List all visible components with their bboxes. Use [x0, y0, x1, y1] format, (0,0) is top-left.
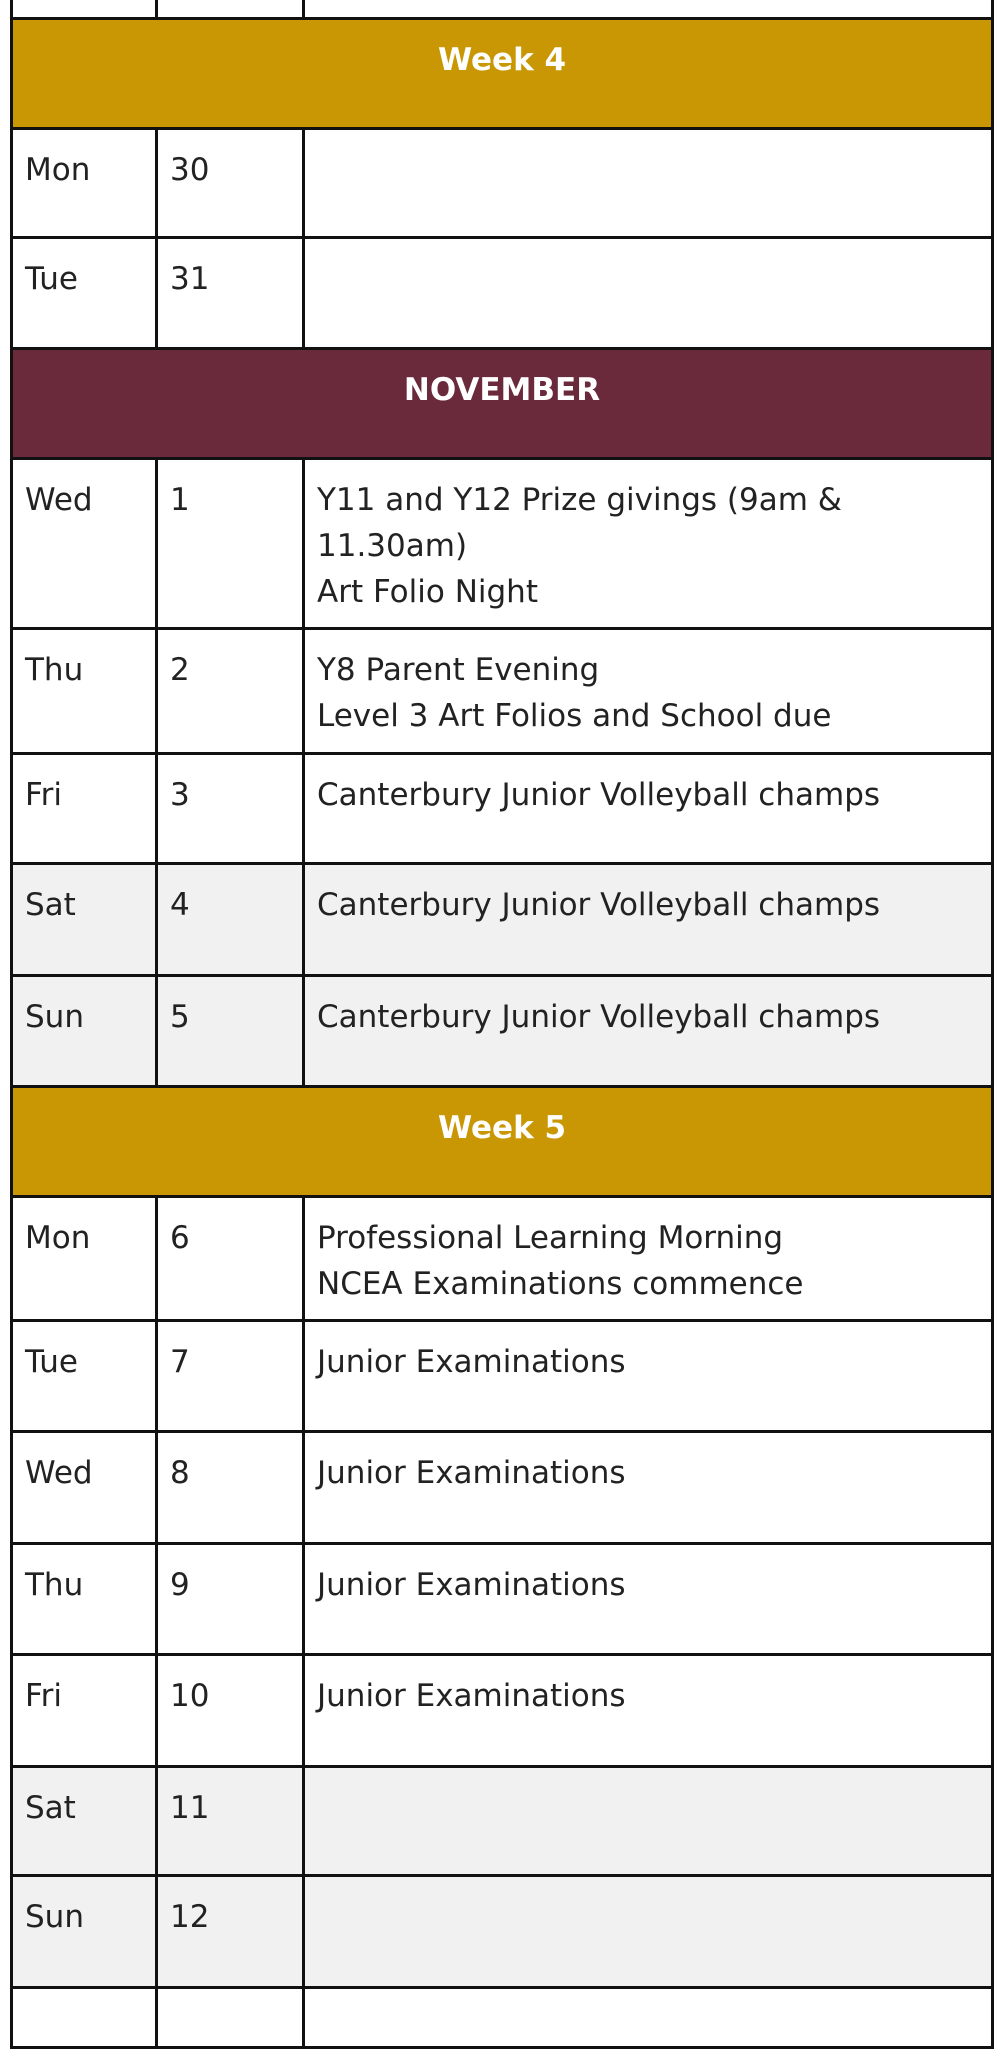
day-name-cell: Mon [12, 129, 157, 238]
day-row [12, 1767, 993, 1876]
day-row [12, 629, 993, 754]
event-cell: Canterbury Junior Volleyball champs [304, 976, 993, 1087]
day-name-cell: Fri [12, 754, 157, 864]
day-name-cell: Mon [12, 1197, 157, 1321]
day-row [12, 976, 993, 1087]
event-cell: Junior Examinations [304, 1321, 993, 1432]
day-row [12, 864, 993, 976]
day-row [12, 1988, 993, 2048]
date-cell: 3 [157, 754, 304, 864]
event-cell: Junior Examinations [304, 1655, 993, 1767]
event-cell [304, 0, 993, 19]
day-name-cell: Sun [12, 1876, 157, 1988]
date-cell [157, 1988, 304, 2048]
event-cell [304, 238, 993, 349]
event-cell: Junior Examinations [304, 1432, 993, 1544]
date-cell: 10 [157, 1655, 304, 1767]
month-label: NOVEMBER [12, 349, 993, 459]
day-row [12, 754, 993, 864]
date-cell: 7 [157, 1321, 304, 1432]
week-label: Week 5 [12, 1087, 993, 1197]
week-header-row [12, 19, 993, 129]
day-name-cell: Tue [12, 1321, 157, 1432]
day-row [12, 0, 993, 19]
event-cell [304, 1767, 993, 1876]
date-cell: 8 [157, 1432, 304, 1544]
event-cell: Canterbury Junior Volleyball champs [304, 754, 993, 864]
date-cell: 11 [157, 1767, 304, 1876]
day-name-cell: Fri [12, 1655, 157, 1767]
event-cell: Y11 and Y12 Prize givings (9am & 11.30am) Art Folio Night [304, 459, 993, 629]
day-name-cell: Sat [12, 864, 157, 976]
school-calendar-table [10, 0, 994, 2049]
event-cell [304, 1988, 993, 2048]
date-cell: 6 [157, 1197, 304, 1321]
event-cell: Y8 Parent Evening Level 3 Art Folios and School due [304, 629, 993, 754]
day-row [12, 459, 993, 629]
event-cell: Junior Examinations [304, 1544, 993, 1655]
date-cell: 1 [157, 459, 304, 629]
day-row [12, 1321, 993, 1432]
day-name-cell: Wed [12, 459, 157, 629]
day-name-cell: Thu [12, 1544, 157, 1655]
week-header-row [12, 1087, 993, 1197]
event-cell [304, 1876, 993, 1988]
day-name-cell: Sun [12, 976, 157, 1087]
day-name-cell: Wed [12, 1432, 157, 1544]
day-row [12, 1544, 993, 1655]
day-name-cell [12, 1988, 157, 2048]
day-name-cell [12, 0, 157, 19]
day-row [12, 129, 993, 238]
date-cell: 30 [157, 129, 304, 238]
date-cell: 4 [157, 864, 304, 976]
day-name-cell: Sat [12, 1767, 157, 1876]
date-cell [157, 0, 304, 19]
calendar-body [12, 0, 993, 2048]
event-cell: Canterbury Junior Volleyball champs [304, 864, 993, 976]
date-cell: 31 [157, 238, 304, 349]
event-cell: Professional Learning Morning NCEA Examinations commence [304, 1197, 993, 1321]
day-row [12, 1876, 993, 1988]
day-row [12, 1432, 993, 1544]
date-cell: 12 [157, 1876, 304, 1988]
day-row [12, 1655, 993, 1767]
week-label: Week 4 [12, 19, 993, 129]
date-cell: 5 [157, 976, 304, 1087]
day-name-cell: Tue [12, 238, 157, 349]
day-row [12, 238, 993, 349]
day-row [12, 1197, 993, 1321]
date-cell: 9 [157, 1544, 304, 1655]
date-cell: 2 [157, 629, 304, 754]
day-name-cell: Thu [12, 629, 157, 754]
month-header-row [12, 349, 993, 459]
event-cell [304, 129, 993, 238]
